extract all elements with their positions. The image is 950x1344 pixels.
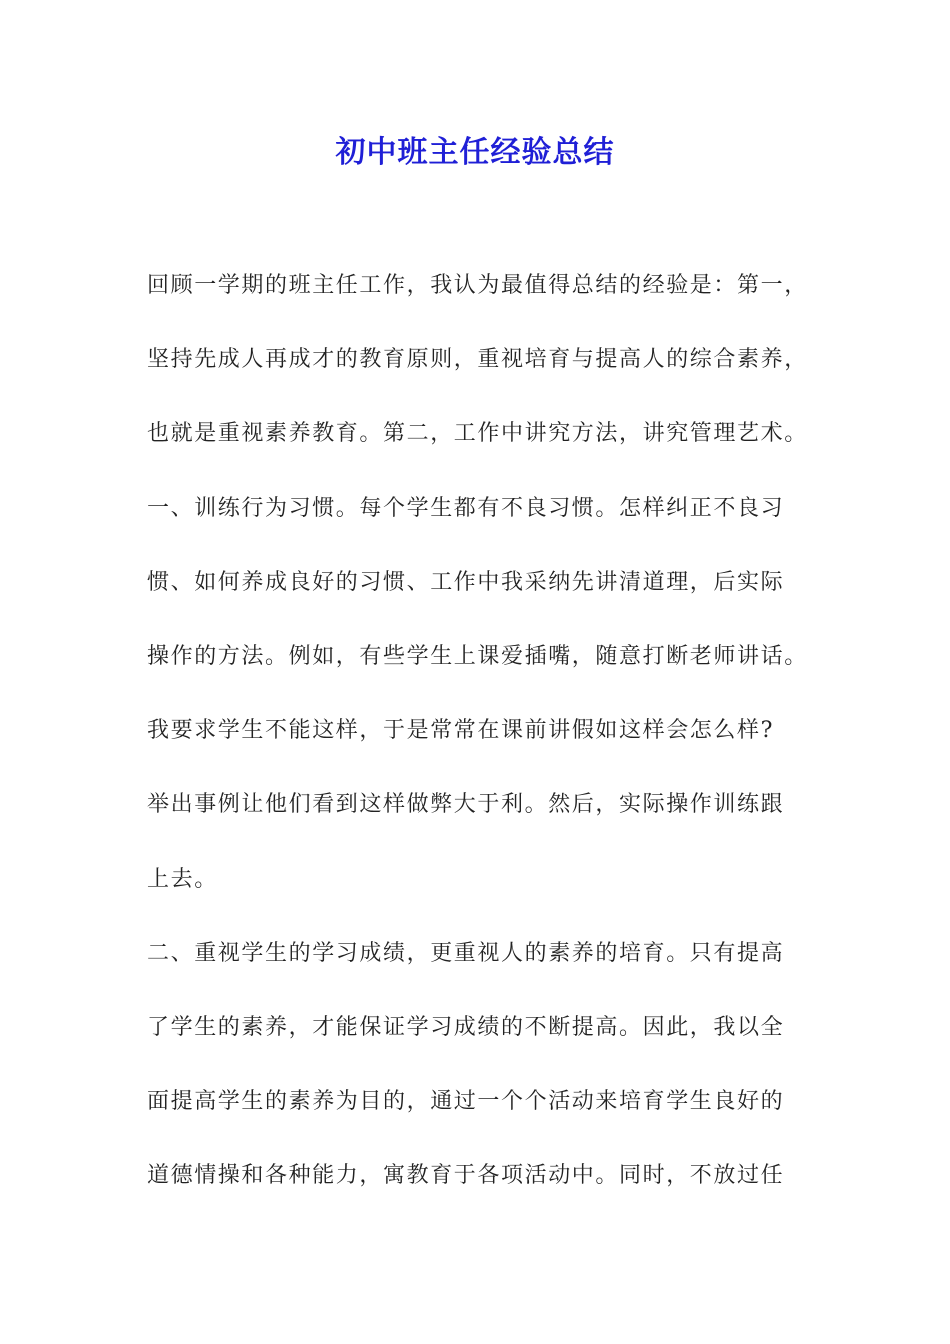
text-line: 回顾一学期的班主任工作，我认为最值得总结的经验是：第一， [147,273,808,298]
text-line: 上去。 [147,866,218,892]
text-line: 也就是重视素养教育。第二，工作中讲究方法，讲究管理艺术。 [147,421,808,447]
text-line: 操作的方法。例如，有些学生上课爱插嘴，随意打断老师讲话。 [147,643,808,669]
text-line: 举出事例让他们看到这样做弊大于利。然后，实际操作训练跟 [147,792,785,818]
text-line: 二、重视学生的学习成绩，更重视人的素养的培育。只有提高 [147,940,785,966]
text-line: 惯、如何养成良好的习惯、工作中我采纳先讲清道理，后实际 [147,569,785,595]
document-body [147,260,837,1224]
text-line: 我要求学生不能这样，于是常常在课前讲假如这样会怎么样? [147,718,774,744]
text-line: 了学生的素养，才能保证学习成绩的不断提高。因此，我以全 [147,1014,785,1040]
text-line: 面提高学生的素养为目的，通过一个个活动来培育学生良好的 [147,1089,785,1115]
text-line: 道德情操和各种能力，寓教育于各项活动中。同时，不放过任 [147,1163,785,1189]
text-line: 一、训练行为习惯。每个学生都有不良习惯。怎样纠正不良习 [147,495,785,521]
document-title: 初中班主任经验总结 [335,135,615,170]
text-line: 坚持先成人再成才的教育原则，重视培育与提高人的综合素养， [147,347,808,373]
